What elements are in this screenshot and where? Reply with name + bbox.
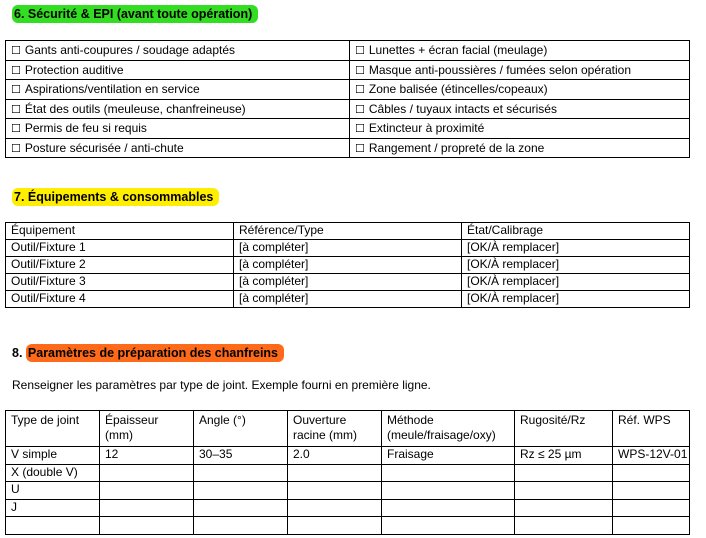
parameters-row [6,447,690,465]
parameters-cell[interactable] [288,482,382,500]
equipment-cell[interactable]: [OK/À remplacer] [462,257,690,274]
checkbox-icon[interactable]: ☐ [11,122,21,136]
parameters-header-cell [6,411,100,447]
parameters-cell[interactable] [100,482,194,500]
parameters-cell[interactable] [194,464,288,482]
section-8-title: Paramètres de préparation des chanfreins [26,344,284,362]
checklist-cell [6,138,350,158]
parameters-row [6,517,690,535]
safety-checklist-table [5,40,690,158]
checklist-cell [350,119,690,139]
parameters-cell[interactable]: 30–35 [194,447,288,465]
equipment-cell[interactable]: [à compléter] [234,257,462,274]
equipment-header-cell: Équipement [6,223,234,240]
parameters-header-line: Ouverture [293,413,347,427]
checklist-label: Rangement / propreté de la zone [368,140,545,155]
parameters-header-cell [515,411,613,447]
equipment-cell[interactable]: Outil/Fixture 1 [6,240,234,257]
checklist-label: Protection auditive [24,62,124,77]
equipment-cell[interactable]: [OK/À remplacer] [462,291,690,308]
section-8-note: Renseigner les paramètres par type de joint. Exemple fourni en première ligne. [12,378,431,392]
checklist-cell [6,60,350,80]
section-7-heading [12,188,219,206]
parameters-cell[interactable] [100,464,194,482]
checklist-label: Zone balisée (étincelles/copeaux) [368,82,548,97]
parameters-header-line: Réf. WPS [618,413,671,427]
checkbox-icon[interactable]: ☐ [11,83,21,97]
checklist-cell [350,99,690,119]
checklist-cell [350,138,690,158]
parameters-cell[interactable]: 2.0 [288,447,382,465]
checklist-label: Lunettes + écran facial (meulage) [368,43,548,58]
checklist-row [6,119,690,139]
checkbox-icon[interactable]: ☐ [355,102,365,116]
parameters-header-line: (meule/fraisage/oxy) [387,428,496,442]
parameters-cell[interactable]: 12 [100,447,194,465]
parameters-cell[interactable] [194,499,288,517]
checklist-label: Aspirations/ventilation en service [24,82,200,97]
checklist-label: État des outils (meuleuse, chanfreineuse) [24,101,246,116]
parameters-header-cell [100,411,194,447]
parameters-cell[interactable] [100,499,194,517]
parameters-cell[interactable]: U [6,482,100,500]
checklist-label: Posture sécurisée / anti-chute [24,140,184,155]
checkbox-icon[interactable]: ☐ [11,141,21,155]
checklist-cell [350,60,690,80]
parameters-cell[interactable] [6,517,100,535]
parameters-cell[interactable] [613,464,690,482]
checklist-label: Permis de feu si requis [24,121,147,136]
equipment-header-cell: État/Calibrage [462,223,690,240]
checklist-row [6,99,690,119]
parameters-header-line: Type de joint [11,413,80,427]
equipment-cell[interactable]: Outil/Fixture 3 [6,274,234,291]
checklist-cell [6,41,350,61]
equipment-header-cell: Référence/Type [234,223,462,240]
checklist-cell [6,80,350,100]
parameters-cell[interactable] [613,482,690,500]
checklist-cell [350,80,690,100]
checklist-row [6,80,690,100]
parameters-cell[interactable] [288,464,382,482]
parameters-header-cell [194,411,288,447]
parameters-header-line: Angle (°) [199,413,246,427]
parameters-header-cell [288,411,382,447]
parameters-cell[interactable] [382,499,515,517]
parameters-cell[interactable] [382,517,515,535]
parameters-cell[interactable]: V simple [6,447,100,465]
parameters-header-line: Méthode [387,413,434,427]
equipment-cell[interactable]: [à compléter] [234,240,462,257]
parameters-cell[interactable]: J [6,499,100,517]
parameters-header-row [6,411,690,447]
section-8-heading [12,344,284,362]
equipment-cell[interactable]: [OK/À remplacer] [462,274,690,291]
parameters-row [6,499,690,517]
parameters-cell[interactable] [194,482,288,500]
checklist-label: Masque anti-poussières / fumées selon opération [368,62,632,77]
parameters-cell[interactable] [613,517,690,535]
parameters-cell[interactable]: Fraisage [382,447,515,465]
checklist-cell [350,41,690,61]
checkbox-icon[interactable]: ☐ [355,141,365,155]
checkbox-icon[interactable]: ☐ [355,63,365,77]
parameters-cell[interactable] [382,482,515,500]
equipment-header-row [6,223,690,240]
equipment-cell[interactable]: [à compléter] [234,274,462,291]
checklist-cell [6,119,350,139]
checklist-label: Câbles / tuyaux intacts et sécurisés [368,101,557,116]
checklist-label: Extincteur à proximité [368,121,485,136]
equipment-cell[interactable]: [à compléter] [234,291,462,308]
parameters-cell[interactable] [515,464,613,482]
equipment-table [5,222,690,308]
parameters-cell[interactable] [515,482,613,500]
checkbox-icon[interactable]: ☐ [11,102,21,116]
parameters-cell[interactable] [515,499,613,517]
equipment-cell[interactable]: Outil/Fixture 4 [6,291,234,308]
equipment-row [6,274,690,291]
parameters-cell[interactable]: Rz ≤ 25 µm [515,447,613,465]
parameters-cell[interactable]: X (double V) [6,464,100,482]
checkbox-icon[interactable]: ☐ [11,44,21,58]
equipment-row [6,257,690,274]
equipment-row [6,240,690,257]
checklist-cell [6,99,350,119]
parameters-header-cell [382,411,515,447]
checklist-row [6,60,690,80]
parameters-cell[interactable] [194,517,288,535]
parameters-header-line: racine (mm) [293,428,358,442]
equipment-cell[interactable]: Outil/Fixture 2 [6,257,234,274]
section-6-heading [12,5,258,23]
section-6-title: 6. Sécurité & EPI (avant toute opération) [12,5,258,23]
parameters-cell[interactable] [515,517,613,535]
chamfer-parameters-table [5,410,690,535]
parameters-cell[interactable] [288,499,382,517]
checkbox-icon[interactable]: ☐ [355,122,365,136]
checkbox-icon[interactable]: ☐ [11,63,21,77]
equipment-cell[interactable]: [OK/À remplacer] [462,240,690,257]
section-8-number: 8. [12,346,26,360]
checkbox-icon[interactable]: ☐ [355,44,365,58]
checklist-label: Gants anti-coupures / soudage adaptés [24,43,236,58]
parameters-cell[interactable] [288,517,382,535]
section-7-title: 7. Équipements & consommables [12,188,219,206]
parameters-header-line: Épaisseur [105,413,159,427]
parameters-row [6,482,690,500]
parameters-header-line: (mm) [105,428,133,442]
parameters-cell[interactable]: WPS-12V-01 [613,447,690,465]
checkbox-icon[interactable]: ☐ [355,83,365,97]
parameters-cell[interactable] [382,464,515,482]
checklist-row [6,41,690,61]
parameters-cell[interactable] [613,499,690,517]
parameters-header-cell [613,411,690,447]
parameters-row [6,464,690,482]
parameters-header-line: Rugosité/Rz [520,413,586,427]
checklist-row [6,138,690,158]
equipment-row [6,291,690,308]
parameters-cell[interactable] [100,517,194,535]
